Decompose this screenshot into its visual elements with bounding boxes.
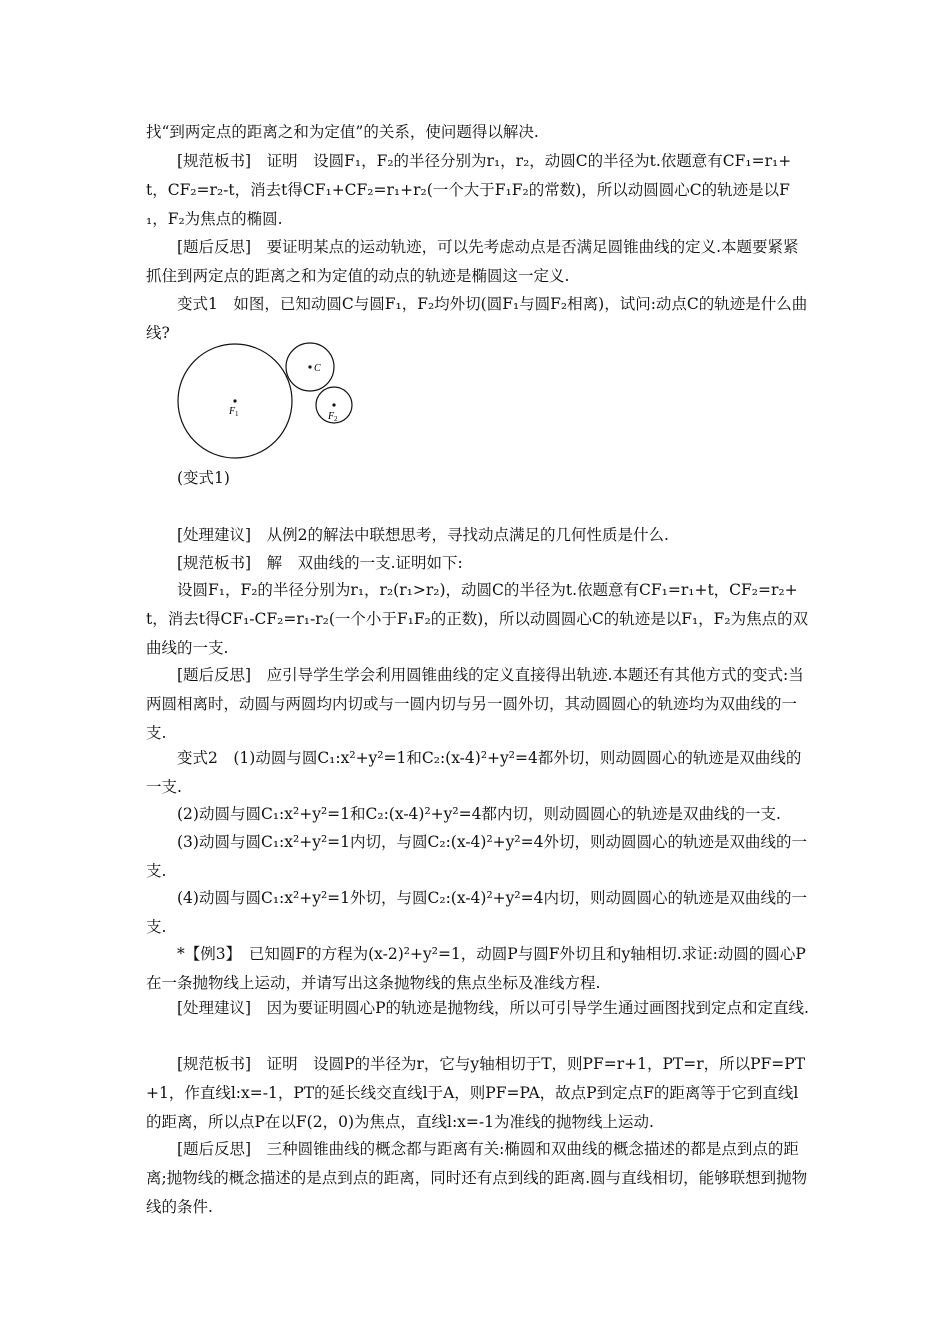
paragraph-solution-body: 设圆F₁，F₂的半径分别为r₁，r₂(r₁>r₂)，动圆C的半径为t.依题意有CF₁=r₁+t，CF₂=r₂+t，消去t得CF₁-CF₂=r₁-r₂(一个小于F₁F₂的正数)，所以动圆圆心C的轨迹是以F₁，F₂为焦点的双曲线的一支.	[146, 581, 809, 657]
paragraph-variant-2-3: (3)动圆与圆C₁:x²+y²=1内切，与圆C₂:(x-4)²+y²=4外切，则动圆圆心的轨迹是双曲线的一支.	[146, 833, 807, 880]
paragraph-variant-2-1: 变式2 (1)动圆与圆C₁:x²+y²=1和C₂:(x-4)²+y²=4都外切，则动圆圆心的轨迹是双曲线的一支.	[146, 749, 802, 796]
figure-caption: (变式1)	[177, 469, 230, 487]
paragraph-suggestion-2: [处理建议] 因为要证明圆心P的轨迹是抛物线，所以可引导学生通过画图找到定点和定直线.	[177, 999, 809, 1017]
label-c: C	[314, 363, 321, 374]
label-f2: F	[328, 411, 335, 422]
label-f1: F	[229, 406, 236, 417]
paragraph-variant-1: 变式1 如图，已知动圆C与圆F₁，F₂均外切(圆F₁与圆F₂相离)，试问:动点C的轨迹是什么曲线?	[146, 295, 808, 342]
paragraph-proof-3: [规范板书] 证明 设圆P的半径为r，它与y轴相切于T，则PF=r+1，PT=r，所以PF=PT+1，作直线l:x=-1，PT的延长线交直线l于A，则PF=PA，故点P到定点F的距离等于它到直线l的距离，所以点P在以F(2，0)为焦点，直线l:x=-1为准线的抛物线上运动.	[146, 1055, 806, 1131]
paragraph-reflection-2: [题后反思] 应引导学生学会利用圆锥曲线的定义直接得出轨迹.本题还有其他方式的变式:当两圆相离时，动圆与两圆均内切或与一圆内切与另一圆外切，其动圆圆心的轨迹均为双曲线的一支.	[146, 666, 804, 742]
paragraph-variant-2-4: (4)动圆与圆C₁:x²+y²=1外切，与圆C₂:(x-4)²+y²=4内切，则动圆圆心的轨迹是双曲线的一支.	[146, 889, 807, 936]
label-f1-sub: 1	[235, 410, 239, 418]
circles-diagram	[174, 338, 356, 462]
paragraph-proof-1: [规范板书] 证明 设圆F₁，F₂的半径分别为r₁，r₂，动圆C的半径为t.依题意有CF₁=r₁+t，CF₂=r₂-t，消去t得CF₁+CF₂=r₁+r₂(一个大于F₁F₂的常数)，所以动圆圆心C的轨迹是以F₁，F₂为焦点的椭圆.	[146, 152, 792, 228]
circles-figure	[174, 338, 356, 458]
paragraph-variant-2-2: (2)动圆与圆C₁:x²+y²=1和C₂:(x-4)²+y²=4都内切，则动圆圆心的轨迹是双曲线的一支.	[177, 805, 781, 823]
point-f2	[332, 403, 335, 406]
paragraph-example-3: *【例3】 已知圆F的方程为(x-2)²+y²=1，动圆P与圆F外切且和y轴相切.求证:动圆的圆心P在一条抛物线上运动，并请写出这条抛物线的焦点坐标及准线方程.	[146, 945, 806, 992]
paragraph-suggestion-1: [处理建议] 从例2的解法中联想思考，寻找动点满足的几何性质是什么.	[177, 526, 669, 544]
point-f1	[233, 399, 236, 402]
paragraph-solution-heading: [规范板书] 解 双曲线的一支.证明如下:	[177, 554, 463, 572]
paragraph-reflection-3: [题后反思] 三种圆锥曲线的概念都与距离有关:椭圆和双曲线的概念描述的都是点到点的距离;抛物线的概念描述的是点到点的距离，同时还有点到线的距离.圆与直线相切，能够联想到抛物线的条件.	[146, 1140, 808, 1216]
point-c	[308, 365, 311, 368]
paragraph-reflection-1: [题后反思] 要证明某点的运动轨迹，可以先考虑动点是否满足圆锥曲线的定义.本题要紧紧抓住到两定点的距离之和为定值的动点的轨迹是椭圆这一定义.	[146, 238, 799, 285]
label-f2-sub: 2	[334, 415, 338, 423]
paragraph-intro: 找“到两定点的距离之和为定值”的关系，使问题得以解决.	[146, 123, 539, 141]
